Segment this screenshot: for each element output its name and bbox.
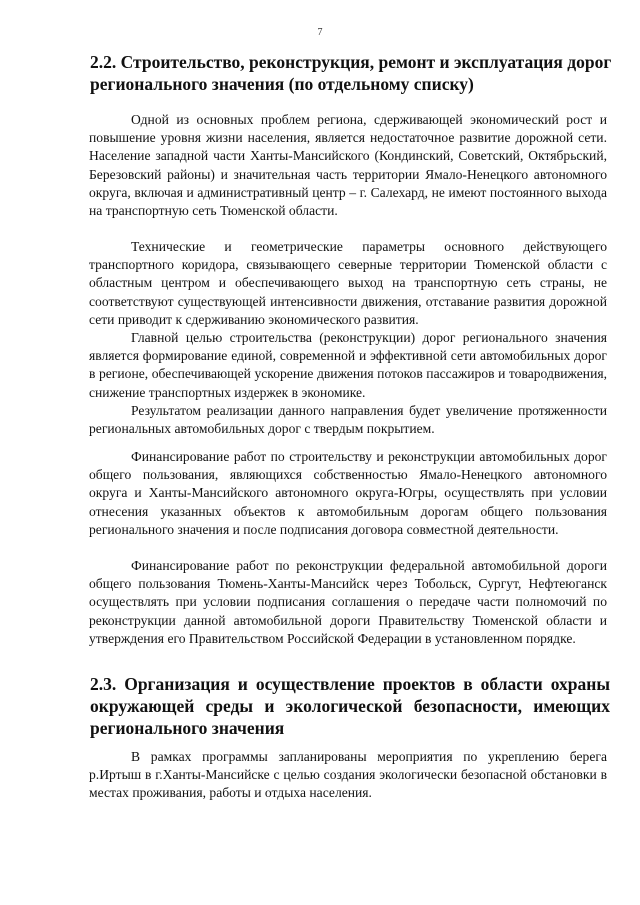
section-2-3-heading-line-2: окружающей среды и экологической безопасности, имеющих: [90, 696, 610, 716]
section-2-2-heading-line-2: регионального значения (по отдельному списку): [90, 74, 474, 94]
paragraph: В рамках программы запланированы мероприятия по укреплению берега р.Иртыш в г.Ханты-Мансийске с целью создания экологически безопасной обстановки в местах проживания, работы и отдыха населения.: [89, 749, 607, 801]
section-2-2-heading-line-1: 2.2. Строительство, реконструкция, ремонт и эксплуатация дорог: [90, 52, 612, 72]
paragraph: Одной из основных проблем региона, сдерживающей экономический рост и повышение уровня жизни населения, является недостаточное развитие дорожной сети. Население западной части Ханты-Мансийского (Кондинский, Советский, Октябрьский, Березовский районы) и значительная часть территории Ямало-Ненецкого автономного округа, включая и административный центр – г. Салехард, не имеют постоянного выхода на транспортную сеть Тюменской области.: [89, 112, 607, 219]
paragraph: Финансирование работ по реконструкции федеральной автомобильной дороги общего пользования Тюмень-Ханты-Мансийск через Тобольск, Сургут, Нефтеюганск осуществлять при условии подписания соглашения о передаче части полномочий по реконструкции данной автомобильной дороги Правительству Тюменской области и утверждения его Правительством Российской Федерации в установленном порядке.: [89, 558, 607, 646]
paragraph: Финансирование работ по строительству и реконструкции автомобильных дорог общего пользования, являющихся собственностью Ямало-Ненецкого автономного округа и Ханты-Мансийского автономного округа-Югры, осуществлять при условии отнесения указанных объектов к автомобильным дорогам общего пользования регионального значения и после подписания договора совместной деятельности.: [89, 449, 607, 537]
section-2-3-heading-line-3: регионального значения: [90, 718, 285, 738]
page-number: 7: [317, 27, 323, 38]
section-2-3-heading: [90, 673, 610, 739]
paragraph: Результатом реализации данного направления будет увеличение протяженности региональных автомобильных дорог с твердым покрытием.: [89, 403, 607, 437]
section-2-3-heading-line-1: 2.3. Организация и осуществление проектов в области охраны: [90, 674, 610, 694]
section-2-2-heading: [90, 51, 610, 95]
paragraph: Технические и геометрические параметры основного действующего транспортного коридора, связывающего северные территории Тюменской области с областным центром и обеспечивающего выход на транспортную сеть страны, не соответствуют существующей интенсивности движения, отставание развития дорожной сети приводит к сдерживанию экономического развития.: [89, 239, 607, 327]
paragraph: Главной целью строительства (реконструкции) дорог регионального значения является формирование единой, современной и эффективной сети автомобильных дорог в регионе, обеспечивающей ускорение движения потоков пассажиров и товародвижения, снижение транспортных издержек в экономике.: [89, 330, 607, 400]
